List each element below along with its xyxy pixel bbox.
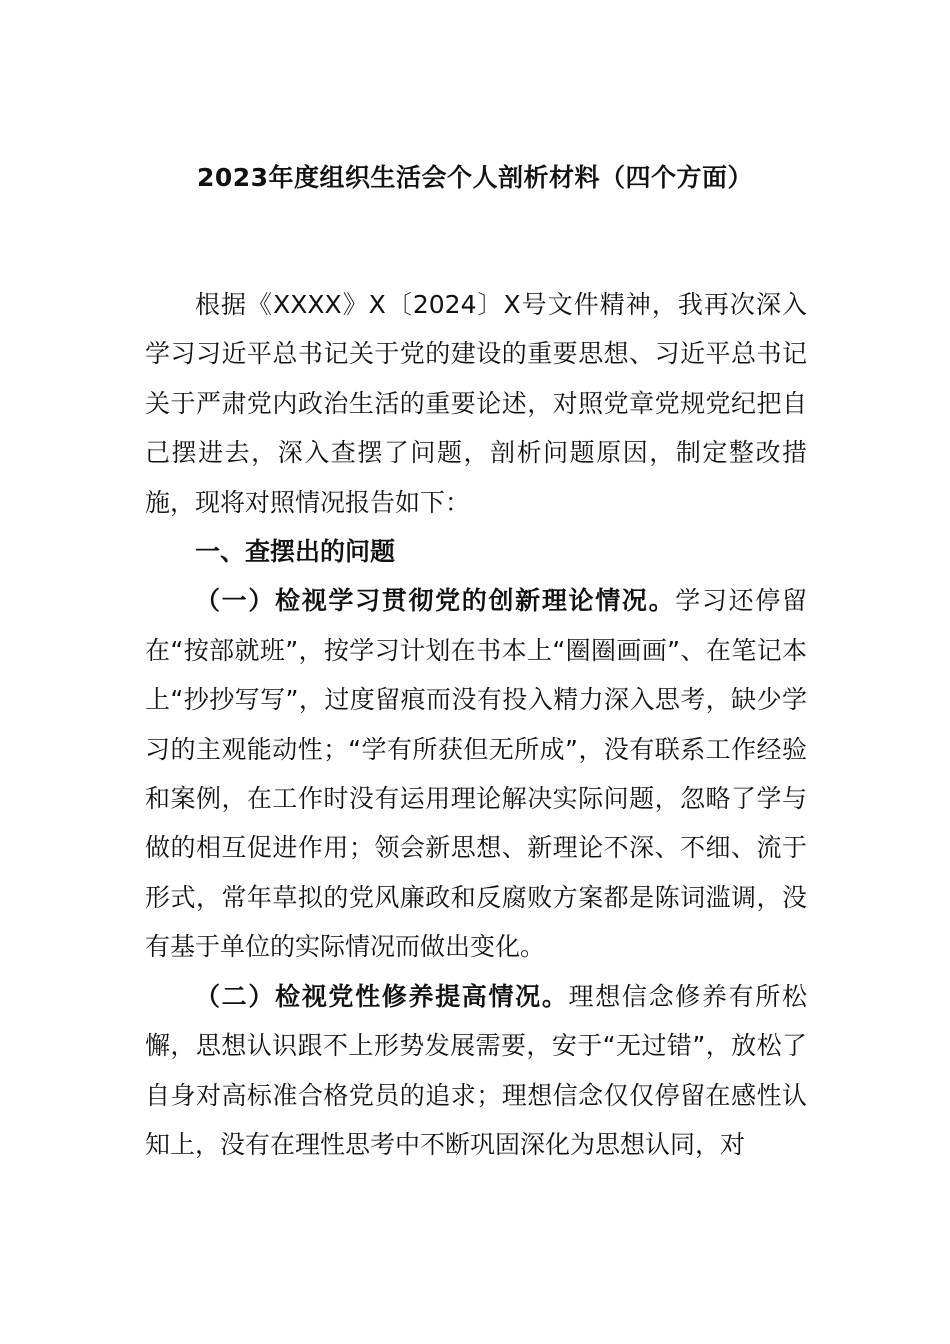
document-title: 2023年度组织生活会个人剖析材料（四个方面） [196, 163, 754, 192]
item-paragraph-2 [145, 972, 807, 1170]
item-text-1: 学习还停留在“按部就班”，按学习计划在书本上“圈圈画画”、在笔记本上“抄抄写写”，过度留痕而没有投入精力深入思考，缺少学习的主观能动性；“学有所获但无所成”，没有联系工作经验和案例，在工作时没有运用理论解决实际问题，忽略了学与做的相互促进作用；领会新思想、新理论不深、不细、流于形式，常年草拟的党风廉政和反腐败方案都是陈词滥调，没有基于单位的实际情况而做出变化。 [145, 586, 807, 962]
item-heading-2: （二）检视党性修养提高情况。 [195, 981, 569, 1011]
intro-paragraph: 根据《XXXX》X〔2024〕X号文件精神，我再次深入学习习近平总书记关于党的建设的重要思想、习近平总书记关于严肃党内政治生活的重要论述，对照党章党规党纪把自己摆进去，深入查摆了问题，剖析问题原因，制定整改措施，现将对照情况报告如下： [145, 290, 807, 517]
section-heading: 一、查摆出的问题 [195, 537, 396, 567]
item-heading-1: （一）检视学习贯彻党的创新理论情况。 [195, 586, 676, 616]
item-text-2: 理想信念修养有所松懈，思想认识跟不上形势发展需要，安于“无过错”，放松了自身对高标准合格党员的追求；理想信念仅仅停留在感性认知上，没有在理性思考中不断巩固深化为思想认同，对 [145, 981, 807, 1159]
document-body [145, 280, 807, 1169]
item-paragraph-1 [145, 576, 807, 971]
